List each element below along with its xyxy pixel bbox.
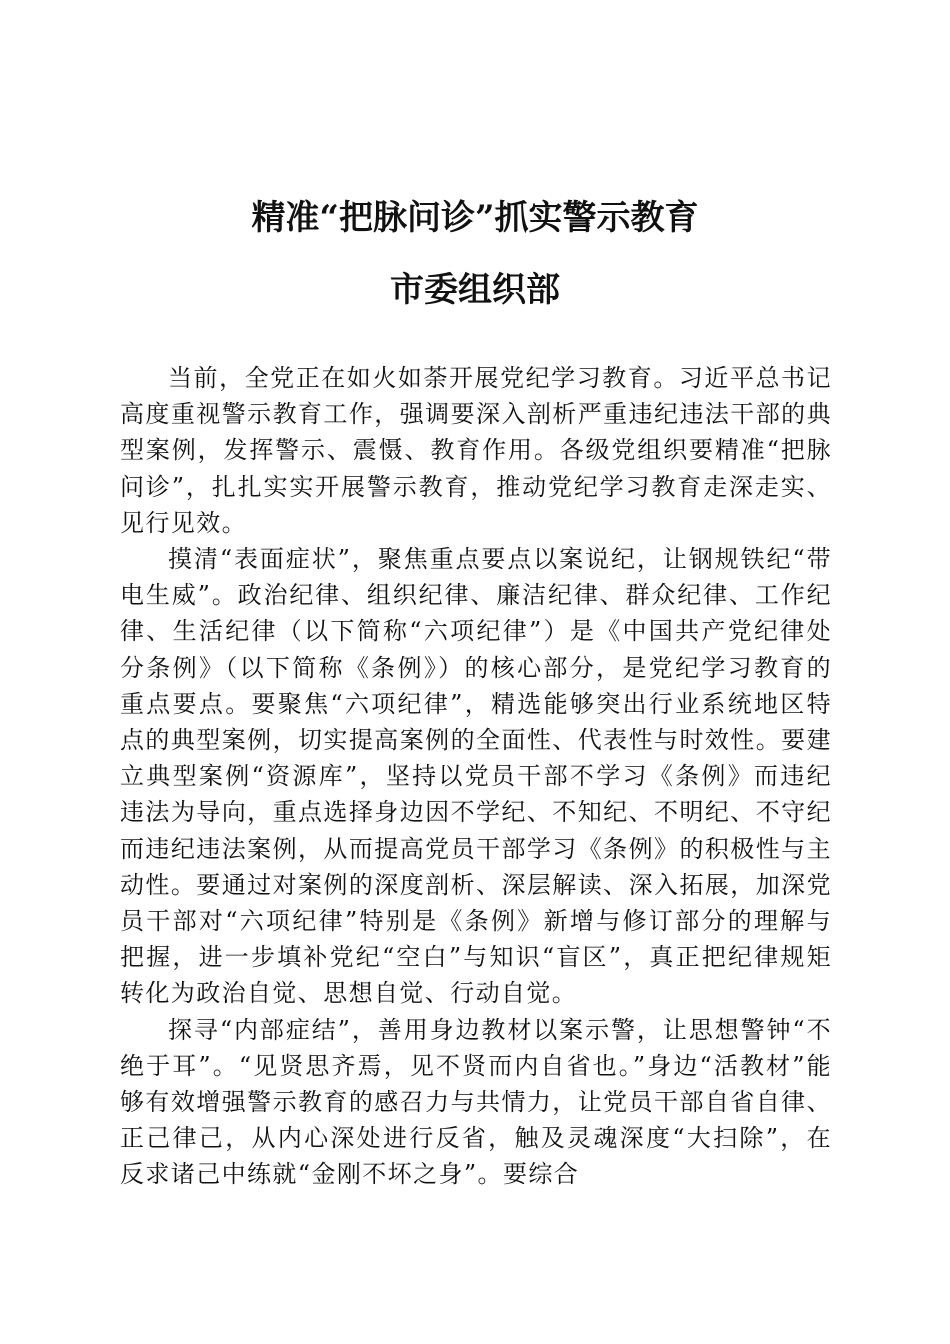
paragraph-3: 探寻“内部症结”，善用身边教材以案示警，让思想警钟“不绝于耳”。“见贤思齐焉，见不贤而内自省也。”身边“活教材”能够有效增强警示教育的感召力与共情力，让党员干部自省自律、正己律己，从内心深处进行反省，触及灵魂深度“大扫除”，在反求诸己中练就“金刚不坏之身”。要综合: [120, 1015, 832, 1189]
document-title: 精准“把脉问诊”抓实警示教育: [251, 198, 699, 238]
document-body: [120, 360, 832, 1193]
document-author: 市委组织部: [390, 270, 560, 310]
paragraph-2: 摸清“表面症状”，聚焦重点要点以案说纪，让钢规铁纪“带电生威”。政治纪律、组织纪律、廉洁纪律、群众纪律、工作纪律、生活纪律（以下简称“六项纪律”）是《中国共产党纪律处分条例》（以下简称《条例》）的核心部分，是党纪学习教育的重点要点。要聚焦“六项纪律”，精选能够突出行业系统地区特点的典型案例，切实提高案例的全面性、代表性与时效性。要建立典型案例“资源库”，坚持以党员干部不学习《条例》而违纪违法为导向，重点选择身边因不学纪、不知纪、不明纪、不守纪而违纪违法案例，从而提高党员干部学习《条例》的积极性与主动性。要通过对案例的深度剖析、深层解读、深入拓展，加深党员干部对“六项纪律”特别是《条例》新增与修订部分的理解与把握，进一步填补党纪“空白”与知识“盲区”，真正把纪律规矩转化为政治自觉、思想自觉、行动自觉。: [120, 545, 832, 1008]
paragraph-1: 当前，全党正在如火如荼开展党纪学习教育。习近平总书记高度重视警示教育工作，强调要深入剖析严重违纪违法干部的典型案例，发挥警示、震慑、教育作用。各级党组织要精准“把脉问诊”，扎扎实实开展警示教育，推动党纪学习教育走深走实、见行见效。: [120, 364, 832, 537]
